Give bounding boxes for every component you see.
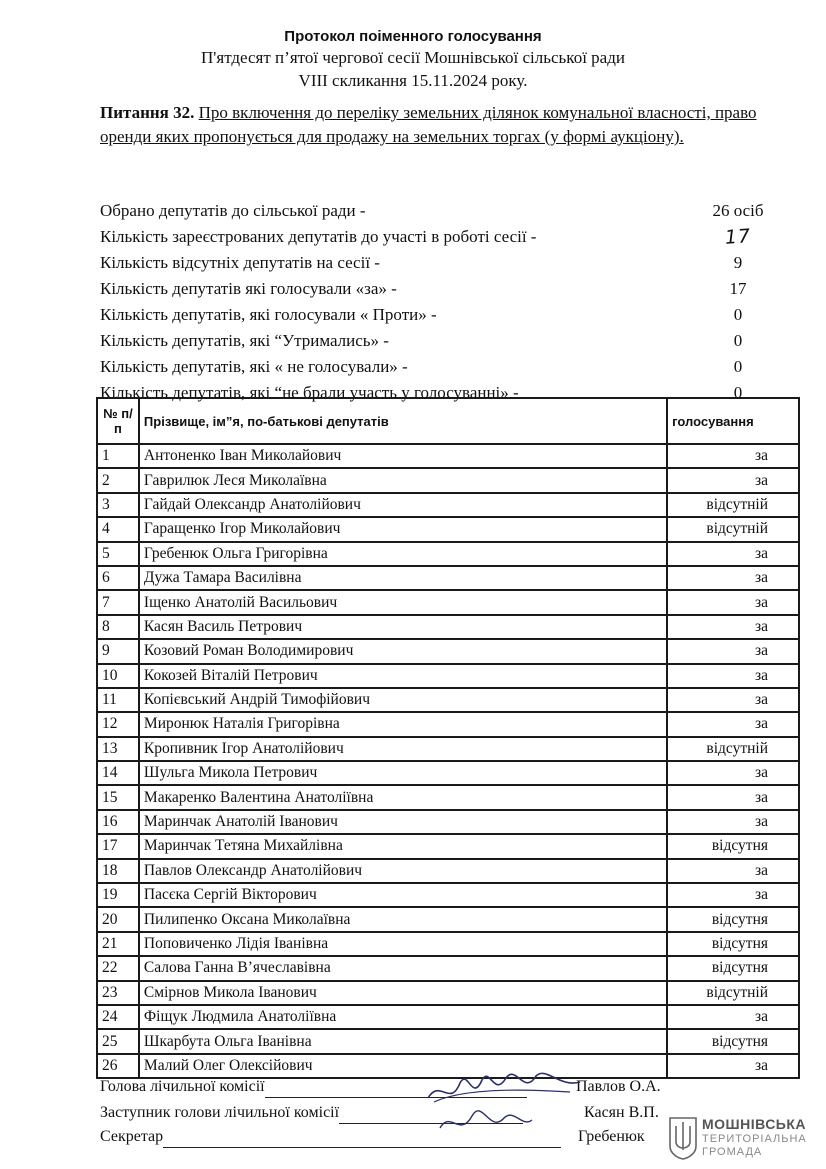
table-row (97, 664, 799, 688)
question-text: Про включення до переліку земельних ділянок комунальної власності, право оренди яких пропонується для продажу на земельних торгах (у формі аукціону). (100, 103, 757, 146)
row-vote-result: за (667, 444, 799, 468)
document-title: Протокол поіменного голосування (284, 28, 542, 45)
question-label: Питання 32. (100, 103, 195, 122)
row-deputy-name: Фіщук Людмила Анатоліївна (139, 1005, 667, 1029)
row-vote-result: відсутній (667, 517, 799, 541)
row-number: 7 (97, 590, 139, 614)
table-row (97, 615, 799, 639)
row-vote-result: за (667, 468, 799, 492)
stat-for (100, 276, 800, 302)
table-row (97, 883, 799, 907)
signature-role: Заступник голови лічильної комісії (100, 1104, 340, 1121)
stat-value: 0 (733, 357, 743, 376)
row-deputy-name: Касян Василь Петрович (139, 615, 667, 639)
table-row (97, 1005, 799, 1029)
table-row (97, 981, 799, 1005)
signature-line-secretary (100, 1126, 645, 1148)
row-deputy-name: Гребенюк Ольга Григорівна (139, 542, 667, 566)
stat-not-voted (100, 354, 800, 380)
row-vote-result: відсутня (667, 834, 799, 858)
signature-name: Гребенюк (578, 1128, 645, 1145)
row-deputy-name: Салова Ганна В’ячеславівна (139, 956, 667, 980)
row-number: 14 (97, 761, 139, 785)
convocation-line: VIII скликання 15.11.2024 року. (298, 71, 528, 90)
stat-value: 26 осіб (712, 201, 764, 220)
table-row (97, 956, 799, 980)
stat-value: 0 (733, 331, 743, 350)
row-number: 8 (97, 615, 139, 639)
stat-registered (100, 224, 800, 250)
row-vote-result: відсутній (667, 737, 799, 761)
row-deputy-name: Козовий Роман Володимирович (139, 639, 667, 663)
row-number: 5 (97, 542, 139, 566)
vote-statistics (100, 198, 800, 406)
row-deputy-name: Пасєка Сергій Вікторович (139, 883, 667, 907)
table-row (97, 493, 799, 517)
row-vote-result: за (667, 883, 799, 907)
row-deputy-name: Маринчак Анатолій Іванович (139, 810, 667, 834)
table-row (97, 688, 799, 712)
signature-underline (265, 1083, 527, 1098)
stat-elected (100, 198, 800, 224)
row-deputy-name: Шкарбута Ольга Іванівна (139, 1029, 667, 1053)
table-row (97, 517, 799, 541)
row-vote-result: за (667, 712, 799, 736)
row-vote-result: відсутня (667, 907, 799, 931)
row-deputy-name: Антоненко Іван Миколайович (139, 444, 667, 468)
table-row (97, 444, 799, 468)
row-vote-result: за (667, 1054, 799, 1078)
table-row (97, 737, 799, 761)
row-number: 6 (97, 566, 139, 590)
row-deputy-name: Поповиченко Лідія Іванівна (139, 932, 667, 956)
roll-call-table (96, 397, 800, 1079)
table-row (97, 907, 799, 931)
row-vote-result: за (667, 566, 799, 590)
signature-underline (339, 1109, 523, 1124)
row-deputy-name: Смірнов Микола Іванович (139, 981, 667, 1005)
stat-absent (100, 250, 800, 276)
row-number: 2 (97, 468, 139, 492)
row-vote-result: за (667, 664, 799, 688)
signature-role: Секретар (100, 1128, 164, 1145)
table-row (97, 1029, 799, 1053)
signature-role: Голова лічильної комісії (100, 1078, 265, 1095)
stat-label: Обрано депутатів до сільської ради - (100, 201, 366, 220)
row-deputy-name: Кропивник Ігор Анатолійович (139, 737, 667, 761)
row-number: 23 (97, 981, 139, 1005)
row-vote-result: відсутній (667, 981, 799, 1005)
stat-label: Кількість депутатів, які “Утримались» - (100, 331, 389, 350)
row-deputy-name: Макаренко Валентина Анатоліївна (139, 785, 667, 809)
row-deputy-name: Гаврилюк Леся Миколаївна (139, 468, 667, 492)
row-vote-result: відсутня (667, 956, 799, 980)
stat-value: 0 (733, 383, 743, 402)
table-row (97, 932, 799, 956)
row-deputy-name: Кокозей Віталій Петрович (139, 664, 667, 688)
table-row (97, 590, 799, 614)
stat-label: Кількість депутатів які голосували «за» - (100, 279, 397, 298)
stat-label: Кількість депутатів, які « не голосували» - (100, 357, 408, 376)
row-vote-result: за (667, 785, 799, 809)
row-vote-result: за (667, 688, 799, 712)
row-number: 22 (97, 956, 139, 980)
stat-value: 17 (729, 279, 747, 298)
row-vote-result: за (667, 1005, 799, 1029)
table-row (97, 542, 799, 566)
row-vote-result: за (667, 542, 799, 566)
row-number: 3 (97, 493, 139, 517)
row-deputy-name: Копієвський Андрій Тимофійович (139, 688, 667, 712)
signature-underline (163, 1133, 561, 1148)
stat-label: Кількість депутатів, які голосували « Проти» - (100, 305, 437, 324)
stat-value-handwritten: 17 (724, 225, 752, 249)
row-number: 12 (97, 712, 139, 736)
row-number: 15 (97, 785, 139, 809)
table-header-row (97, 398, 799, 444)
table-row (97, 810, 799, 834)
table-row (97, 468, 799, 492)
session-line: П'ятдесят п’ятої чергової сесії Мошнівської сільської ради (201, 48, 625, 67)
table-row (97, 785, 799, 809)
watermark-line-1: МОШНІВСЬКА (702, 1116, 807, 1132)
stat-against (100, 302, 800, 328)
signature-name: Павлов О.А. (576, 1078, 661, 1095)
row-vote-result: за (667, 590, 799, 614)
row-number: 4 (97, 517, 139, 541)
table-row (97, 566, 799, 590)
row-deputy-name: Дужа Тамара Василівна (139, 566, 667, 590)
row-deputy-name: Іщенко Анатолій Васильович (139, 590, 667, 614)
row-deputy-name: Павлов Олександр Анатолійович (139, 859, 667, 883)
row-number: 16 (97, 810, 139, 834)
row-vote-result: за (667, 859, 799, 883)
row-number: 1 (97, 444, 139, 468)
table-row (97, 859, 799, 883)
watermark-line-2: ТЕРИТОРІАЛЬНА (702, 1133, 807, 1145)
row-number: 18 (97, 859, 139, 883)
row-vote-result: за (667, 761, 799, 785)
row-number: 11 (97, 688, 139, 712)
row-number: 25 (97, 1029, 139, 1053)
signature-line-chairman (100, 1076, 661, 1098)
column-header-number: № п/п (97, 398, 139, 444)
watermark-line-3: ГРОМАДА (702, 1146, 763, 1158)
row-vote-result: за (667, 639, 799, 663)
stat-label: Кількість відсутніх депутатів на сесії - (100, 253, 380, 272)
row-vote-result: відсутня (667, 1029, 799, 1053)
row-number: 26 (97, 1054, 139, 1078)
row-number: 21 (97, 932, 139, 956)
row-deputy-name: Гайдай Олександр Анатолійович (139, 493, 667, 517)
table-row (97, 712, 799, 736)
stat-label: Кількість депутатів, які “не брали участь у голосуванні» - (100, 383, 519, 402)
stat-value: 0 (733, 305, 743, 324)
question-block (100, 101, 790, 149)
column-header-name: Прізвище, ім”я, по-батькові депутатів (139, 398, 667, 444)
row-number: 20 (97, 907, 139, 931)
trident-shield-icon (668, 1116, 698, 1160)
stat-abstained (100, 328, 800, 354)
row-vote-result: за (667, 615, 799, 639)
signature-line-deputy (100, 1102, 659, 1124)
row-deputy-name: Гаращенко Ігор Миколайович (139, 517, 667, 541)
stat-label: Кількість зареєстрованих депутатів до участі в роботі сесії - (100, 227, 537, 246)
row-number: 19 (97, 883, 139, 907)
row-number: 10 (97, 664, 139, 688)
column-header-vote: голосування (667, 398, 799, 444)
row-number: 9 (97, 639, 139, 663)
row-vote-result: відсутня (667, 932, 799, 956)
signature-name: Касян В.П. (584, 1104, 659, 1121)
table-row (97, 761, 799, 785)
row-number: 24 (97, 1005, 139, 1029)
row-deputy-name: Пилипенко Оксана Миколаївна (139, 907, 667, 931)
row-number: 13 (97, 737, 139, 761)
row-deputy-name: Миронюк Наталія Григорівна (139, 712, 667, 736)
row-deputy-name: Шульга Микола Петрович (139, 761, 667, 785)
table-row (97, 1054, 799, 1078)
table-row (97, 834, 799, 858)
watermark-logo (668, 1114, 818, 1164)
row-vote-result: відсутній (667, 493, 799, 517)
table-body (97, 444, 799, 1078)
row-number: 17 (97, 834, 139, 858)
row-deputy-name: Малий Олег Олексійович (139, 1054, 667, 1078)
row-deputy-name: Маринчак Тетяна Михайлівна (139, 834, 667, 858)
stat-value: 9 (733, 253, 743, 272)
row-vote-result: за (667, 810, 799, 834)
table-row (97, 639, 799, 663)
